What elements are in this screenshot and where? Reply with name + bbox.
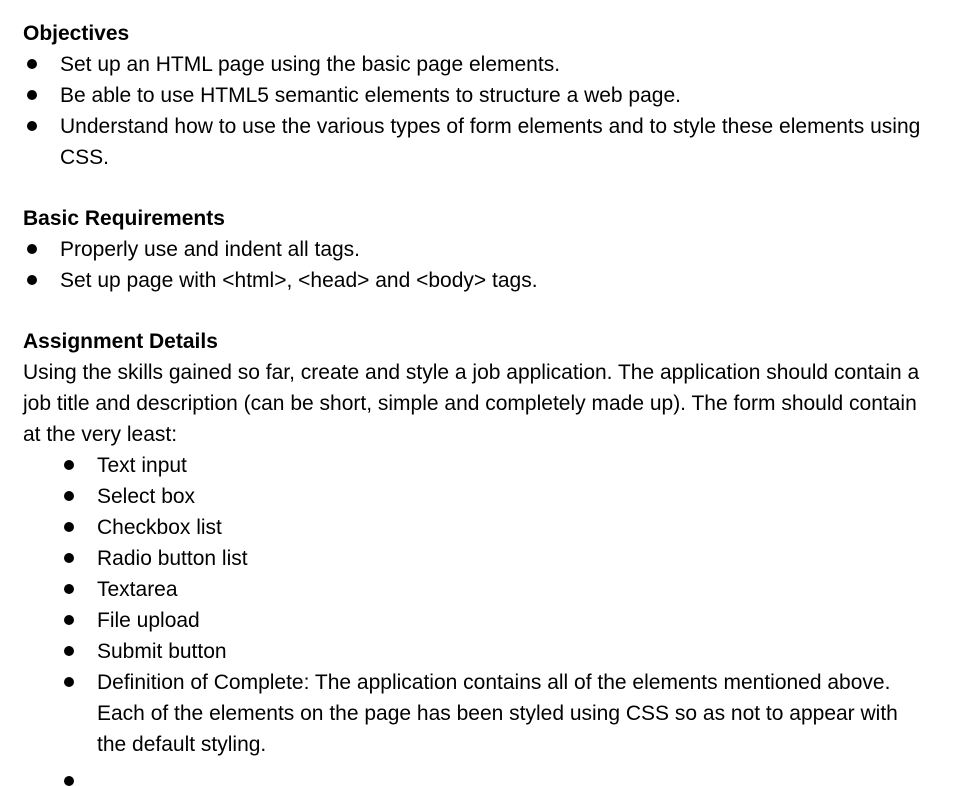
list-item <box>60 574 923 605</box>
list-item-text: Properly use and indent all tags. <box>60 238 361 261</box>
list-item <box>60 512 923 543</box>
list-item <box>23 80 923 111</box>
section-gap <box>23 296 923 326</box>
list-item-text: Submit button <box>97 640 227 663</box>
list-item <box>60 450 923 481</box>
bullet-icon <box>64 522 74 532</box>
list-item-text: File upload <box>97 609 200 632</box>
list-item-text: Text input <box>97 454 187 477</box>
bullet-icon <box>64 776 74 786</box>
list-item-text: Be able to use HTML5 semantic elements to structure a web page. <box>60 84 681 107</box>
bullet-icon <box>64 646 74 656</box>
assignment-details-list <box>23 450 923 760</box>
bullet-icon <box>27 244 37 254</box>
list-item <box>23 111 923 173</box>
list-item <box>23 234 923 265</box>
bullet-icon <box>64 677 74 687</box>
assignment-details-paragraph: Using the skills gained so far, create and style a job application. The application should contain a job title and description (can be short, simple and completely made up). The form should contain at the very least: <box>23 361 920 446</box>
basic-requirements-heading: Basic Requirements <box>23 207 225 230</box>
list-item <box>60 543 923 574</box>
list-item-text: Checkbox list <box>97 516 222 539</box>
bullet-icon <box>27 121 37 131</box>
bullet-icon <box>27 275 37 285</box>
list-item-text: Understand how to use the various types of form elements and to style these elements using CSS. <box>60 115 921 169</box>
basic-requirements-list <box>23 234 923 296</box>
list-item <box>60 667 923 760</box>
list-item <box>60 481 923 512</box>
list-item-text: Textarea <box>97 578 178 601</box>
list-item-text: Set up page with <html>, <head> and <body> tags. <box>60 269 538 292</box>
list-item <box>23 49 923 80</box>
bullet-icon <box>64 584 74 594</box>
objectives-list <box>23 49 923 173</box>
bullet-icon <box>64 553 74 563</box>
bullet-icon <box>27 59 37 69</box>
list-item-text: Definition of Complete: The application contains all of the elements mentioned above. Each of the elements on the page has been styled using CSS so as not to appear with the default styling. <box>97 671 898 756</box>
section-gap <box>23 173 923 203</box>
bullet-icon <box>64 615 74 625</box>
assignment-details-heading: Assignment Details <box>23 330 218 353</box>
bullet-icon <box>27 90 37 100</box>
objectives-heading: Objectives <box>23 22 130 45</box>
list-item-text: Set up an HTML page using the basic page elements. <box>60 53 561 76</box>
list-item-text: Radio button list <box>97 547 248 570</box>
bullet-icon <box>64 491 74 501</box>
bullet-icon <box>64 460 74 470</box>
list-item <box>60 605 923 636</box>
list-item <box>60 636 923 667</box>
list-item-text: Select box <box>97 485 196 508</box>
document-body <box>23 18 923 760</box>
list-item <box>23 265 923 296</box>
